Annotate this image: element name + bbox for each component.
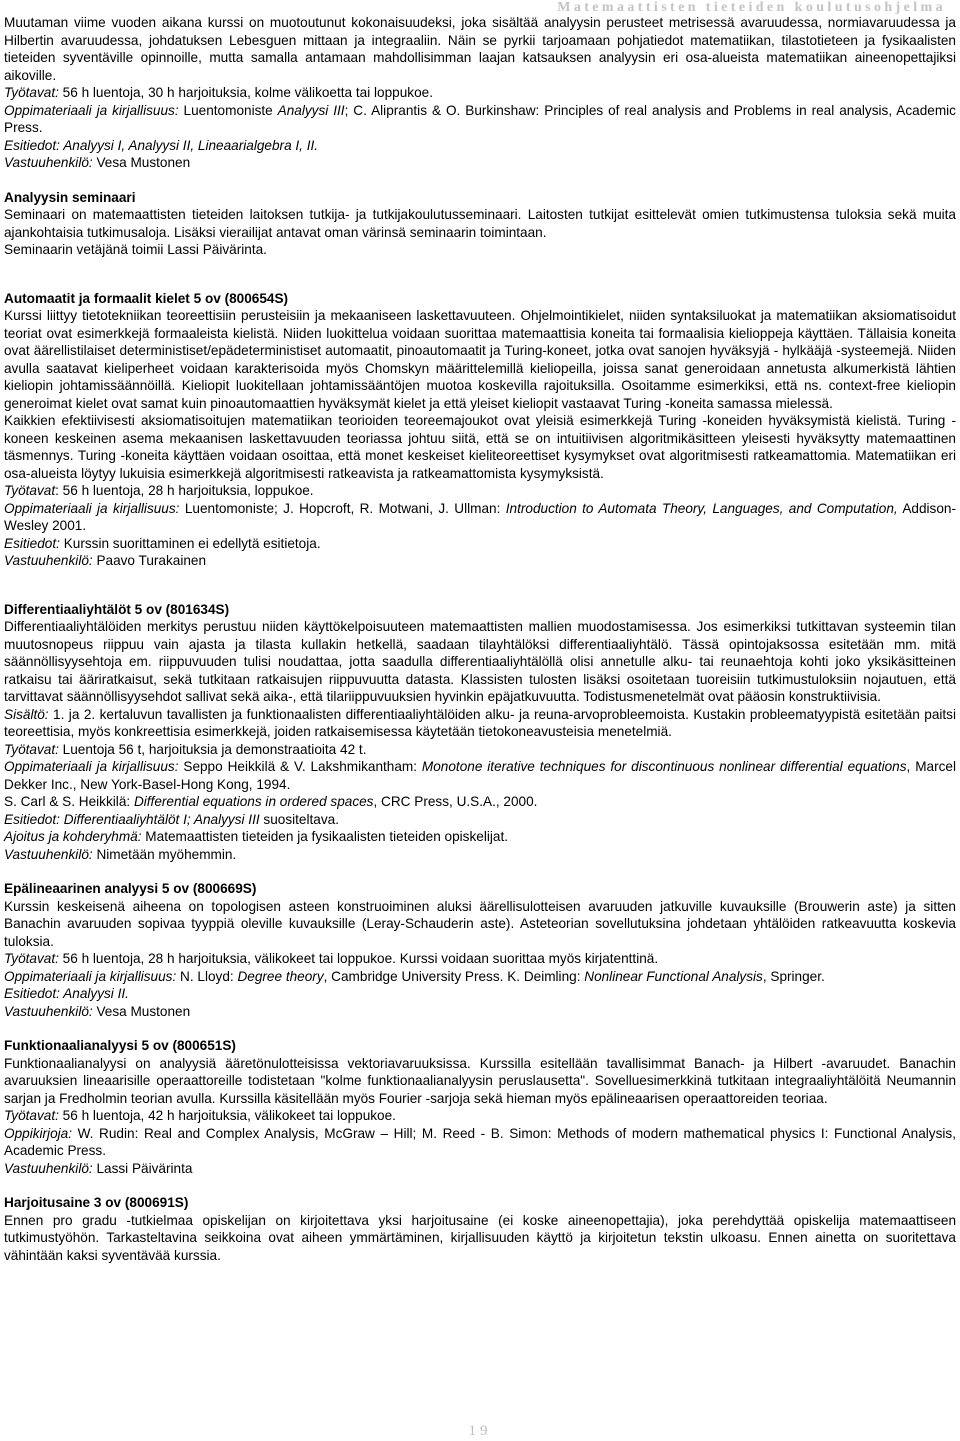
materials-label: Oppimateriaali ja kirjallisuus: — [4, 500, 180, 516]
page-content — [4, 14, 956, 1264]
course-heading: Funktionaalianalyysi 5 ov (800651S) — [4, 1038, 236, 1053]
timing-value: Matemaattisten tieteiden ja fysikaalisten tieteiden opiskelijat. — [141, 829, 509, 844]
responsible-value: Vesa Mustonen — [92, 1003, 191, 1019]
work-methods-value: 56 h luentoja, 30 h harjoituksia, kolme välikoetta tai loppukoe. — [58, 85, 433, 100]
course-heading: Analyysin seminaari — [4, 189, 136, 205]
materials-title-2: Nonlinear Functional Analysis — [584, 968, 763, 984]
textbooks-label: Oppikirjoja: — [4, 1125, 72, 1141]
materials-text: Seppo Heikkilä & V. Lakshmikantham: — [178, 759, 422, 774]
course-description: Seminaari on matemaattisten tieteiden laitoksen tutkija- ja tutkijakoulutusseminaari. Laitosten tutkijat esittelevät omien tutkimustensa tuloksia sekä muita ajankohtaisia tutkimusaloja. Lisäksi vierailijat antavat oman värinsä seminaarin toimintaan. — [4, 207, 956, 240]
seminar-leader: Seminaarin vetäjänä toimii Lassi Päivärinta. — [4, 242, 267, 257]
prerequisites: Esitiedot: Analyysi II. — [4, 986, 129, 1001]
responsible-label: Vastuuhenkilö: — [4, 155, 93, 170]
timing-label: Ajoitus ja kohderyhmä: — [4, 829, 142, 844]
responsible-person — [4, 846, 956, 864]
work-methods — [4, 482, 956, 500]
course-description: Kurssi liittyy tietotekniikan teoreettisiin perusteisiin ja mekaaniseen laskettavuuteen. Ohjelmointikielet, niiden syntaksiluokat ja matematiikan aksiomatisoidut teoriat ovat esimerkkejä formaaleista kielistä. Niiden luokittelua voidaan suorittaa matemaattisia koneita tai formaalisia kielioppeja käyttäen. Tällaisia koneita ovat äärellistilaiset deterministiset/epädeterministiset automaatit, pinoautomaatit ja Turing-koneet, jotka ovat sanojen hyväksyjä - hylkääjä -systeemejä. Niiden avulla saatavat kieliperheet voidaan karakterisoida myös Chomskyn määrittelemillä kieliopeilla, joissa sanat generoidaan annetusta alkumerkistä lähtien kieliopin johtamissäännöillä. Kieliopit luokitellaan johtamissääntöjen muotoa koskevilla rajoituksilla. Osoitamme esimerkiksi, että ns. context-free kieliopin generoimat kielet ovat samat kuin pinoautomaattien hyväksymät kielet ja että yleiset kieliopit vastaavat Turing -koneita samassa mielessä. — [4, 308, 956, 411]
textbooks-value: W. Rudin: Real and Complex Analysis, McGraw – Hill; M. Reed - B. Simon: Methods of modern mathematical physics I: Functional Analysis, Academic Press. — [4, 1125, 956, 1158]
course-exercise-essay — [4, 1194, 956, 1264]
materials — [4, 102, 956, 137]
materials — [4, 758, 956, 793]
responsible-value: Nimetään myöhemmin. — [92, 846, 237, 862]
materials-text: S. Carl & S. Heikkilä: — [4, 794, 134, 809]
work-methods-label: Työtavat — [4, 483, 56, 498]
responsible-value: Lassi Päivärinta — [92, 1160, 193, 1176]
course-description: Differentiaaliyhtälöiden merkitys perustuu niiden käyttökelpoisuuteen matemaattisten mallien muodostamisessa. Jos esimerkiksi tutkittavan systeemin tilan muutosnopeus riippuu vain ajasta ja tilasta kullakin hetkellä, saadaan tilayhtälöksi differentiaaliyhtälö. Tässä opintojaksossa esitetään mm. mitä säännöllisyysehtoja em. riippuvuuden tulisi noudattaa, jotta saadulla differentiaaliyhtälöllä olisi annetulle alku- tai reunaehtoja kohti joko yksikäsitteinen ratkaisu tai ääriratkaisut, sekä tutkitaan ratkaisujen riippuvuutta datasta. Klassisten tulosten lisäksi osoitetaan tuoreisiin tutkimustuloksiin nojautuen, että tarvittavat säännöllisyysehdot sallivat sekä aika-, että tilariippuvuuksien hyvinkin epäjatkuvuutta. Todistusmenetelmät ovat pääosin konstruktiivisia. — [4, 619, 956, 704]
materials-text-2: , CRC Press, U.S.A., 2000. — [373, 794, 538, 809]
prerequisites-value: Analyysi I, Analyysi II, Lineaarialgebra I, II. — [59, 137, 319, 153]
course-differential-equations — [4, 601, 956, 864]
work-methods — [4, 950, 956, 968]
running-header: Matemaattisten tieteiden koulutusohjelma — [557, 0, 946, 15]
responsible-label: Vastuuhenkilö: — [4, 846, 93, 862]
course-heading: Harjoitusaine 3 ov (800691S) — [4, 1195, 189, 1210]
work-methods-label: Työtavat: — [4, 741, 59, 757]
work-methods-label: Työtavat: — [4, 85, 59, 100]
course-description: Kurssin keskeisenä aiheena on topologisen asteen konstruoiminen aluksi äärellisulotteisen avaruuden jatkuville kuvauksille (Brouwerin aste) ja sitten Banachin avaruuden sopivaa tyyppiä oleville kuvauksille (Leray-Schauderin aste). Asteteorian sovellutuksina johdetaan yhtälöiden ratkeavuutta koskevia tuloksia. — [4, 898, 956, 949]
course-content — [4, 706, 956, 741]
course-analyysi-iii-continued — [4, 14, 956, 172]
responsible-person — [4, 552, 956, 570]
work-methods-value: Luentoja 56 t, harjoituksia ja demonstraatioita 42 t. — [58, 741, 367, 757]
materials — [4, 500, 956, 535]
prerequisites — [4, 535, 956, 553]
materials-title: Analyysi III — [277, 102, 345, 118]
course-heading: Differentiaaliyhtälöt 5 ov (801634S) — [4, 601, 230, 617]
materials-title: Degree theory — [237, 968, 324, 984]
responsible-label: Vastuuhenkilö: — [4, 553, 93, 568]
page-number: 19 — [468, 1423, 492, 1439]
work-methods-value: 56 h luentoja, 42 h harjoituksia, välikokeet tai loppukoe. — [58, 1108, 396, 1123]
course-automata — [4, 290, 956, 570]
content-label: Sisältö: — [4, 706, 49, 722]
work-methods-label: Työtavat: — [4, 951, 59, 966]
responsible-label: Vastuuhenkilö: — [4, 1160, 93, 1176]
responsible-label: Vastuuhenkilö: — [4, 1003, 93, 1019]
course-description: Muutaman viime vuoden aikana kurssi on muotoutunut kokonaisuudeksi, joka sisältää analyysin perusteet metrisessä avaruudessa, normiavaruudessa ja Hilbertin avaruudessa, johdatuksen Lebesguen mittaan ja integraaliin. Näin se pyrkii tarjoamaan pohjatiedot matematiikan, tilastotieteen ja fysikaalisten tieteiden syventäville opinnoille, mutta samalla antamaan mahdollisimman laajan katsauksen analyysin eri osa-alueista matematiikan aineenopettajiksi aikoville. — [4, 15, 956, 83]
course-heading: Epälineaarinen analyysi 5 ov (800669S) — [4, 881, 257, 896]
materials-title: Monotone iterative techniques for discontinuous nonlinear differential equations — [421, 759, 907, 774]
content-value: 1. ja 2. kertaluvun tavallisten ja funktionaalisten differentiaaliyhtälöiden alku- ja reuna-arvoprobleemoista. Kustakin probleematyypistä esitetään paitsi teoreettisia, myös konkreettisia esimerkkejä, joiden ratkaisemisessa käytetään tietokoneavusteisia menetelmiä. — [4, 706, 956, 739]
work-methods — [4, 741, 956, 759]
responsible-person — [4, 154, 956, 172]
prerequisites-label: Esitiedot: Differentiaaliyhtälöt I; Analyysi III — [4, 811, 260, 827]
materials-text-2: , Cambridge University Press. K. Deimling: — [323, 968, 585, 984]
materials-title: Differential equations in ordered spaces — [133, 794, 374, 809]
course-nonlinear-analysis — [4, 880, 956, 1020]
materials-text: N. Lloyd: — [176, 968, 238, 984]
work-methods-value: : 56 h luentoja, 28 h harjoituksia, loppukoe. — [55, 483, 314, 498]
materials — [4, 968, 956, 986]
prerequisites-label: Esitiedot: — [4, 137, 60, 153]
materials-label: Oppimateriaali ja kirjallisuus: — [4, 759, 179, 774]
responsible-person — [4, 1003, 956, 1021]
course-description: Funktionaalianalyysi on analyysiä ääretönulotteisissa vektoriavaruuksissa. Kurssilla esitellään tavallisimmat Banach- ja Hilbert -avaruudet. Banachin avaruuksien lineaarisille operaattoreille todistetaan "kolme funktionaalianalyysin peruslausetta". Sovelluesimerkkinä tutkitaan integraaliyhtälöitä Neumannin sarjan ja Fredholmin teorian avulla. Kurssilla käsitellään myös Fourier -sarjoja sekä hieman myös epälineaarisen operaattoreiden teoriaa. — [4, 1055, 956, 1106]
prerequisites — [4, 137, 956, 155]
prerequisites-value: Kurssin suorittaminen ei edellytä esitietoja. — [59, 535, 321, 551]
materials-title: Introduction to Automata Theory, Languages, and Computation, — [505, 500, 898, 516]
prerequisites-label: Esitiedot: — [4, 535, 60, 551]
materials-label: Oppimateriaali ja kirjallisuus: — [4, 968, 177, 984]
textbooks — [4, 1125, 956, 1160]
course-description-2: Kaikkien efektiivisesti aksiomatisoitujen matematiikan teorioiden teoreemajoukot ovat yleisiä esimerkkejä Turing -koneiden hyväksymistä kielistä. Turing -koneen keskeinen asema mekaanisen laskettavuuden teoriassa johtuu siitä, että se on intuitiivisen algoritmikäsitteen yleisesti hyväksytty matemaattinen täsmennys. Turing -koneita käyttäen voidaan osoittaa, että monet keskeiset kieliteoreettiset kysymykset ovat algoritmisesti ratkeamattomia. Matematiikan eri osa-alueista löytyy lukuisia esimerkkejä algoritmisesti ratkeavista ja ratkeamattomista kysymyksistä. — [4, 413, 956, 481]
prerequisites-value: suositeltava. — [259, 811, 339, 827]
materials-2 — [4, 793, 956, 811]
prerequisites — [4, 811, 956, 829]
course-description: Ennen pro gradu -tutkielmaa opiskelijan on kirjoitettava yksi harjoitusaine (ei koske aineenopettajia), joka perehdyttää opiskelija matemaattiseen tutkimustyöhön. Tarkasteltavina seikkoina ovat aiheen ymmärtäminen, kirjallisuuden käyttö ja kirjoitetun tekstin ulkoasu. Ennen ainetta on suoritettava vähintään kaksi syventävää kurssia. — [4, 1212, 956, 1263]
responsible-person — [4, 1160, 956, 1178]
course-functional-analysis — [4, 1037, 956, 1177]
materials-text-2: , Marcel Dekker Inc., New York-Basel-Hong Kong, 1994. — [4, 759, 956, 792]
responsible-value: Paavo Turakainen — [92, 553, 207, 568]
course-analysis-seminar — [4, 189, 956, 259]
materials-label: Oppimateriaali ja kirjallisuus: — [4, 102, 179, 118]
materials-text-3: , Springer. — [762, 968, 825, 984]
course-heading: Automaatit ja formaalit kielet 5 ov (800654S) — [4, 290, 289, 306]
timing — [4, 828, 956, 846]
materials-text: Luentomoniste — [178, 102, 278, 118]
materials-text-2: Addison-Wesley 2001. — [4, 500, 956, 533]
materials-text: Luentomoniste; J. Hopcroft, R. Motwani, J. Ullman: — [179, 500, 506, 516]
work-methods-label: Työtavat: — [4, 1108, 59, 1123]
materials-text-2: ; C. Aliprantis & O. Burkinshaw: Principles of real analysis and Problems in real analysis, Academic Press. — [4, 102, 956, 135]
responsible-value: Vesa Mustonen — [92, 155, 191, 170]
work-methods — [4, 1107, 956, 1125]
work-methods-value: 56 h luentoja, 28 h harjoituksia, välikokeet tai loppukoe. Kurssi voidaan suorittaa myös kirjatenttinä. — [58, 951, 659, 966]
work-methods — [4, 84, 956, 102]
